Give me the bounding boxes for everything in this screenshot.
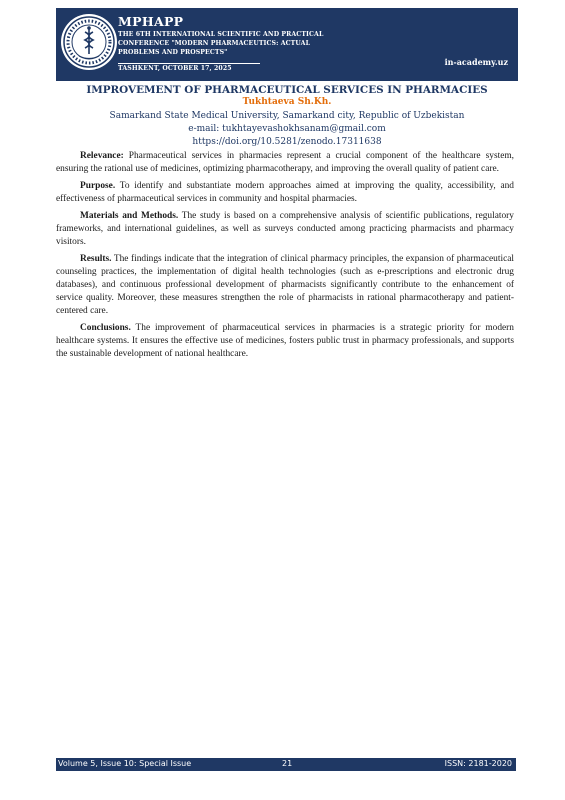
header-divider xyxy=(118,63,260,64)
section-label: Relevance: xyxy=(80,151,124,161)
section-label: Purpose. xyxy=(80,181,116,191)
conference-seal-icon xyxy=(59,12,119,72)
section-results xyxy=(56,253,514,318)
section-conclusions xyxy=(56,322,514,361)
website-link[interactable]: in-academy.uz xyxy=(444,57,508,67)
doi-link[interactable]: https://doi.org/10.5281/zenodo.17311638 xyxy=(192,137,382,147)
author-email[interactable]: e-mail: tukhtayevashokhsanam@gmail.com xyxy=(188,124,386,134)
section-text: To identify and substantiate modern approaches aimed at improving the quality, accessibility, and effectiveness of pharmaceutical services in community and hospital pharmacies. xyxy=(56,181,514,204)
conference-date: TASHKENT, OCTOBER 17, 2025 xyxy=(118,65,232,72)
conference-line-1: THE 6TH INTERNATIONAL SCIENTIFIC AND PRACTICAL xyxy=(118,31,324,38)
section-text: The findings indicate that the integration of clinical pharmacy principles, the expansion of pharmaceutical counseling practices, the implementation of digital health technologies (such as e-prescriptions and electronic drug databases), and continuous professional development of pharmacists significantly contribute to the enhancement of service quality. Moreover, these measures strengthen the role of pharmacists in rational pharmacotherapy and patient-centered care. xyxy=(56,254,514,316)
section-label: Results. xyxy=(80,254,112,264)
page-number: 21 xyxy=(282,759,293,768)
section-label: Conclusions. xyxy=(80,323,131,333)
author-name: Tukhtaeva Sh.Kh. xyxy=(242,97,332,107)
article-title: IMPROVEMENT OF PHARMACEUTICAL SERVICES IN PHARMACIES xyxy=(86,84,488,96)
footer-volume: Volume 5, Issue 10: Special Issue xyxy=(58,759,192,768)
section-purpose xyxy=(56,180,514,206)
section-text: The improvement of pharmaceutical services in pharmacies is a strategic priority for modern healthcare systems. It ensures the effective use of medicines, fosters public trust in pharmacy professionals, and supports the sustainable development of national healthcare. xyxy=(56,323,514,359)
section-text: The study is based on a comprehensive analysis of scientific publications, regulatory frameworks, and international guidelines, as well as surveys conducted among practicing pharmacists and pharmacy visitors. xyxy=(56,211,514,247)
section-relevance xyxy=(56,150,514,176)
page-footer xyxy=(56,758,516,771)
conference-line-2: CONFERENCE "MODERN PHARMACEUTICS: ACTUAL xyxy=(118,40,311,47)
conference-line-3: PROBLEMS AND PROSPECTS" xyxy=(118,49,228,56)
abstract-body xyxy=(56,150,514,365)
conference-brand: MPHAPP xyxy=(118,14,184,29)
section-text: Pharmaceutical services in pharmacies represent a crucial component of the healthcare system, ensuring the rational use of medicines, optimizing pharmacotherapy, and improving the overall quality of patient care. xyxy=(56,151,514,174)
footer-issn: ISSN: 2181-2020 xyxy=(444,759,512,768)
author-affiliation: Samarkand State Medical University, Samarkand city, Republic of Uzbekistan xyxy=(109,111,465,121)
section-label: Materials and Methods. xyxy=(80,211,179,221)
section-methods xyxy=(56,210,514,249)
conference-header xyxy=(56,8,518,81)
